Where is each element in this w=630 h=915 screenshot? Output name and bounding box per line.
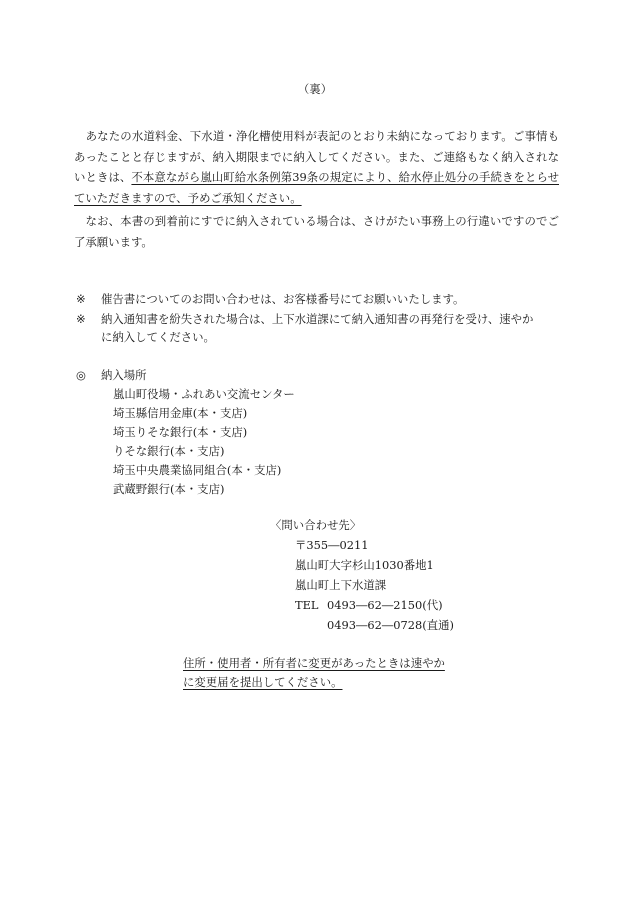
note-text-1: 催告書についてのお問い合わせは、お客様番号にてお願いいたします。 [101, 292, 465, 306]
change-notice-line-1: 住所・使用者・所有者に変更があったときは速やか [183, 656, 445, 670]
notice-text: あなたの水道料金、下水道・浄化槽使用料が表記のとおり未納になっております。ご事情もあったことと存じますが、納入期限までに納入してください。また、ご連絡もなく納入されないときは、 [74, 129, 559, 184]
payment-place: 埼玉中央農業協同組合(本・支店) [113, 463, 282, 477]
page-title: （裏） [297, 82, 333, 96]
notice-paragraph-1 [74, 126, 559, 208]
contact-heading: 〈問い合わせ先〉 [270, 518, 362, 532]
payment-place: 埼玉縣信用金庫(本・支店) [113, 406, 248, 420]
contact-department: 嵐山町上下水道課 [295, 578, 387, 592]
note-mark-1: ※ [76, 292, 86, 306]
contact-postal-code: 〒355―0211 [295, 538, 369, 552]
payment-place: 埼玉りそな銀行(本・支店) [113, 425, 248, 439]
payment-place: 嵐山町役場・ふれあい交流センター [113, 387, 295, 401]
contact-tel-main: 0493―62―2150(代) [327, 598, 443, 612]
payment-place: 武蔵野銀行(本・支店) [113, 482, 225, 496]
payment-mark: ◎ [76, 368, 86, 382]
contact-tel-label: TEL [295, 598, 319, 612]
notice-underlined-text: 不本意ながら嵐山町給水条例第39条の規定により、給水停止処分の手続きをとらせていただきますので、予めご承知ください。 [74, 170, 559, 205]
payment-place: りそな銀行(本・支店) [113, 444, 225, 458]
payment-heading: 納入場所 [101, 368, 147, 382]
contact-tel-direct: 0493―62―0728(直通) [327, 618, 454, 632]
change-notice-line-2: に変更届を提出してください。 [183, 675, 343, 689]
contact-address: 嵐山町大字杉山1030番地1 [295, 558, 434, 572]
notice-paragraph-2: なお、本書の到着前にすでに納入されている場合は、さけがたい事務上の行違いですのでご了承願います。 [74, 214, 559, 249]
note-mark-2: ※ [76, 312, 86, 326]
note-text-2-line-2: に納入してください。 [101, 330, 215, 344]
note-text-2-line-1: 納入通知書を紛失された場合は、上下水道課にて納入通知書の再発行を受け、速やか [101, 312, 534, 326]
